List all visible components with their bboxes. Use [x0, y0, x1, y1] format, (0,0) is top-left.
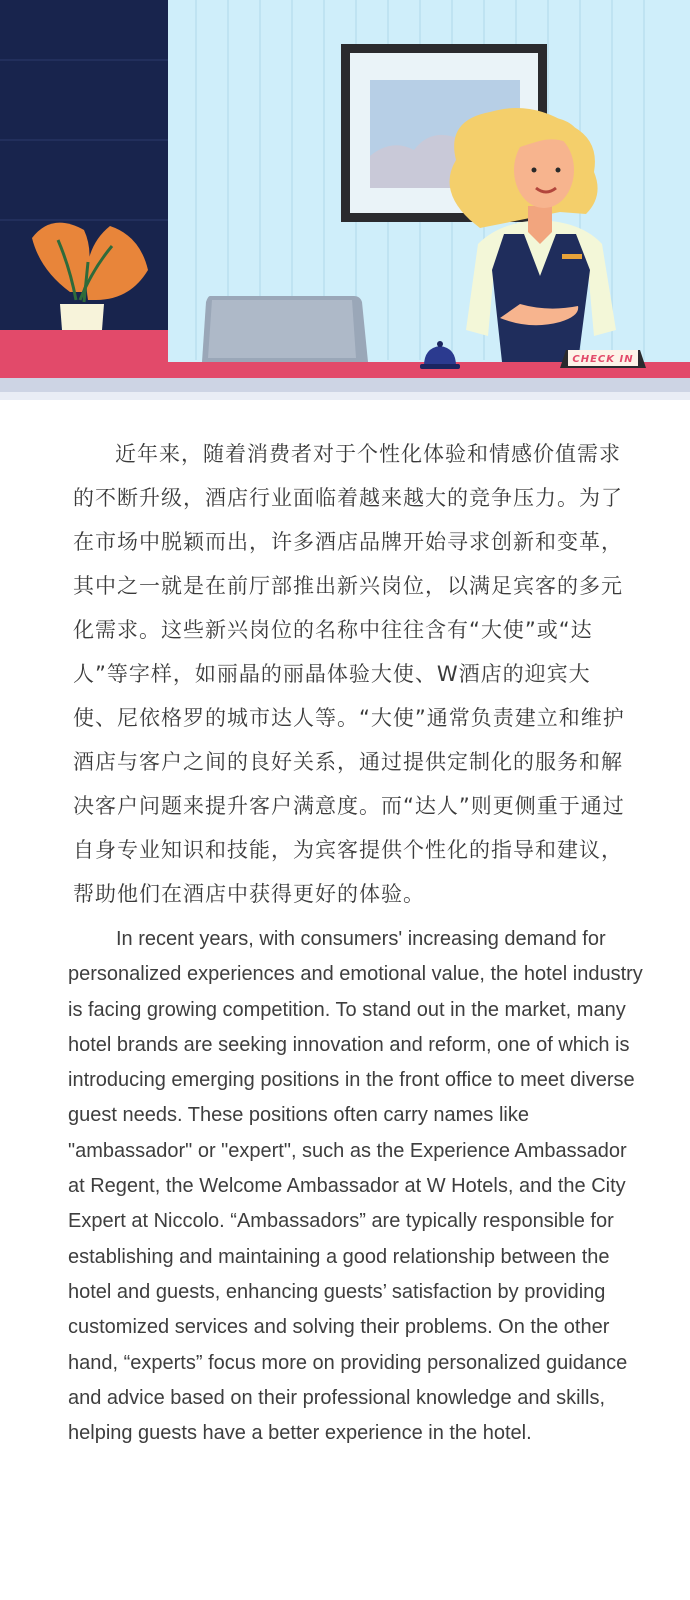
hotel-reception-illustration: [0, 0, 690, 400]
check-in-sign: [560, 350, 646, 368]
english-paragraph: In recent years, with consumers' increasing demand for personalized experiences and emotional value, the hotel industry is facing growing competition. To stand out in the market, many hotel brands are seeking innovation and reform, one of which is introducing emerging positions in the front office to meet diverse guest needs. These positions often carry names like "ambassador" or "expert", such as the Experience Ambassador at Regent, the Welcome Ambassador at W Hotels, and the City Expert at Niccolo. “Ambassadors” are typically responsible for establishing and maintaining a good relationship between the hotel and guests, enhancing guests’ satisfaction by providing customized services and solving their problems. On the other hand, “experts” focus more on providing personalized guidance and advice based on their professional knowledge and skills, helping guests have a better experience in the hotel.: [68, 928, 643, 1445]
hero-illustration: [0, 0, 690, 400]
check-in-sign-text: CHECK IN: [572, 354, 634, 365]
chinese-paragraph: 近年来，随着消费者对于个性化体验和情感价值需求的不断升级，酒店行业面临着越来越大的竞争压力。为了在市场中脱颖而出，许多酒店品牌开始寻求创新和变革，其中之一就是在前厅部推出新兴岗位，以满足宾客的多元化需求。这些新兴岗位的名称中往往含有“大使”或“达人”等字样，如丽晶的丽晶体验大使、W酒店的迎宾大使、尼依格罗的城市达人等。“大使”通常负责建立和维护酒店与客户之间的良好关系，通过提供定制化的服务和解决客户问题来提升客户满意度。而“达人”则更侧重于通过自身专业知识和技能，为宾客提供个性化的指导和建议，帮助他们在酒店中获得更好的体验。: [73, 442, 625, 906]
article-body: [73, 432, 633, 916]
computer-monitor: [202, 296, 368, 362]
